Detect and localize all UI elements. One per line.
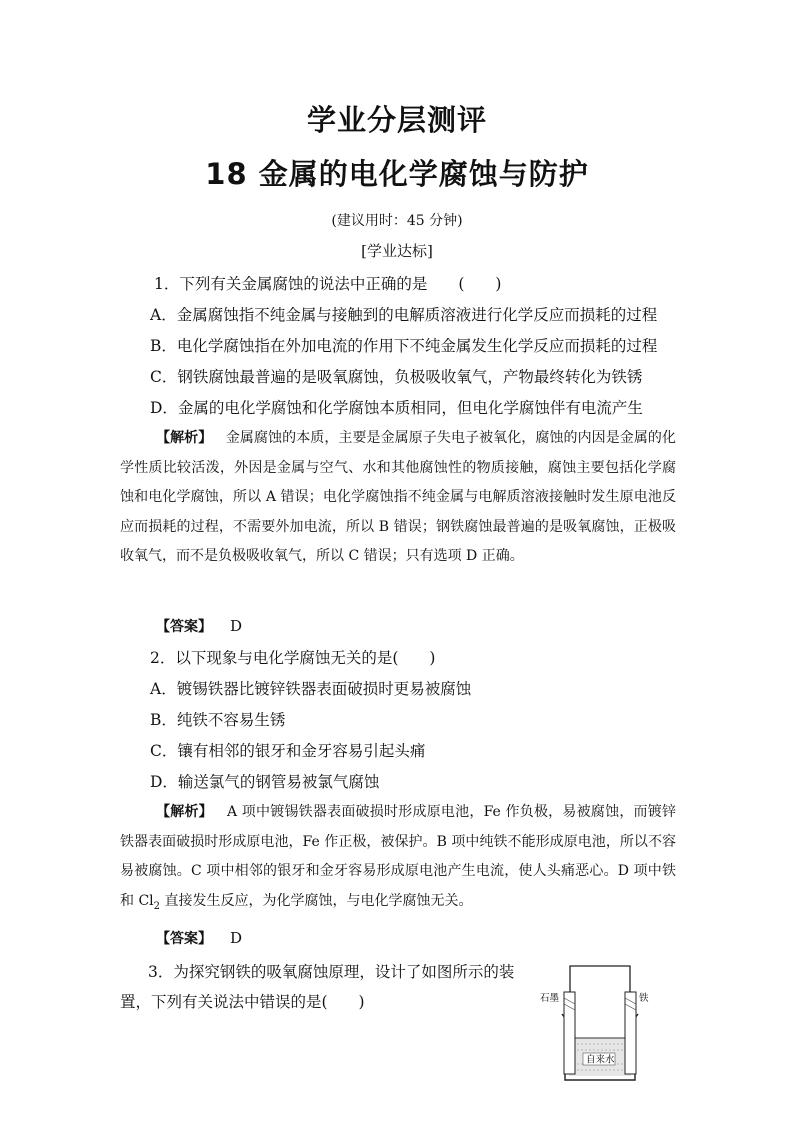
q1-answer-tag: 【答案】 bbox=[156, 619, 212, 635]
q1-option-c: C．钢铁腐蚀最普遍的是吸氧腐蚀，负极吸收氧气，产物最终转化为铁锈 bbox=[150, 368, 643, 386]
q2-answer-value: D bbox=[230, 929, 243, 947]
iron-electrode bbox=[625, 992, 636, 1074]
q1-analysis-tag: 【解析】 bbox=[156, 430, 213, 446]
section-heading: [学业达标] bbox=[361, 242, 433, 260]
q2-option-c: C．镶有相邻的银牙和金牙容易引起头痛 bbox=[150, 742, 426, 760]
q2-option-a: A．镀锡铁器比镀锌铁器表面破损时更易被腐蚀 bbox=[150, 680, 472, 698]
label-graphite: 石墨 bbox=[540, 993, 560, 1004]
q1-answer-row bbox=[156, 616, 242, 636]
page-subtitle: 18 金属的电化学腐蚀与防护 bbox=[205, 157, 589, 191]
q2-analysis-tag: 【解析】 bbox=[156, 804, 213, 820]
connecting-wire bbox=[570, 966, 630, 994]
q2-analysis-text-b: 直接发生反应，为化学腐蚀，与电化学腐蚀无关。 bbox=[160, 892, 473, 909]
q1-stem: 1．下列有关金属腐蚀的说法中正确的是 ( ) bbox=[154, 275, 502, 293]
graphite-electrode bbox=[564, 992, 575, 1074]
q2-answer-tag: 【答案】 bbox=[156, 931, 212, 947]
q1-option-a: A．金属腐蚀指不纯金属与接触到的电解质溶液进行化学反应而损耗的过程 bbox=[150, 306, 658, 324]
time-note: (建议用时：45 分钟) bbox=[331, 213, 463, 229]
page-title: 学业分层测评 bbox=[306, 103, 487, 137]
q3-stem-line1: 3．为探究钢铁的吸氧腐蚀原理，设计了如图所示的装 bbox=[148, 963, 515, 981]
q1-analysis bbox=[120, 424, 676, 572]
q2-analysis-subscript: 2 bbox=[153, 900, 161, 912]
q1-answer-value: D bbox=[230, 617, 243, 635]
q2-stem: 2．以下现象与电化学腐蚀无关的是( ) bbox=[150, 649, 436, 667]
apparatus-figure bbox=[538, 960, 660, 1086]
q1-analysis-text: 金属腐蚀的本质，主要是金属原子失电子被氧化，腐蚀的内因是金属的化学性质比较活泼，外因是金属与空气、水和其他腐蚀性的物质接触，腐蚀主要包括化学腐蚀和电化学腐蚀，所以 A 错误；电化学腐蚀指不纯金属与电解质溶液接触时发生原电池反应而损耗的过程，不需要外加电流，所以 B 错误；钢铁腐蚀最普遍的是吸氧腐蚀，正极吸收氧气，而不是负极吸收氧气，所以 C 错误；只有选项 D 正确。 bbox=[120, 430, 676, 565]
q2-option-b: B．纯铁不容易生锈 bbox=[150, 711, 286, 729]
q1-option-d: D．金属的电化学腐蚀和化学腐蚀本质相同，但电化学腐蚀伴有电流产生 bbox=[150, 399, 643, 417]
label-water: 自来水 bbox=[586, 1054, 615, 1066]
q2-option-d: D．输送氯气的钢管易被氯气腐蚀 bbox=[150, 773, 380, 791]
q3-stem-line2: 置，下列有关说法中错误的是( ) bbox=[120, 993, 365, 1011]
q2-answer-row bbox=[156, 928, 242, 948]
label-iron: 铁 bbox=[639, 993, 649, 1004]
q2-analysis-text-a: A 项中镀锡铁器表面破损时形成原电池，Fe 作负极，易被腐蚀，而镀锌铁器表面破损时形成原电池，Fe 作正极，被保护。B 项中纯铁不能形成原电池，所以不容易被腐蚀。C 项中相邻的银牙和金牙容易形成原电池产生电流，使人头痛恶心。D 项中铁和 Cl bbox=[120, 804, 676, 909]
q2-analysis bbox=[120, 798, 676, 921]
q1-option-b: B．电化学腐蚀指在外加电流的作用下不纯金属发生化学反应而损耗的过程 bbox=[150, 337, 658, 355]
